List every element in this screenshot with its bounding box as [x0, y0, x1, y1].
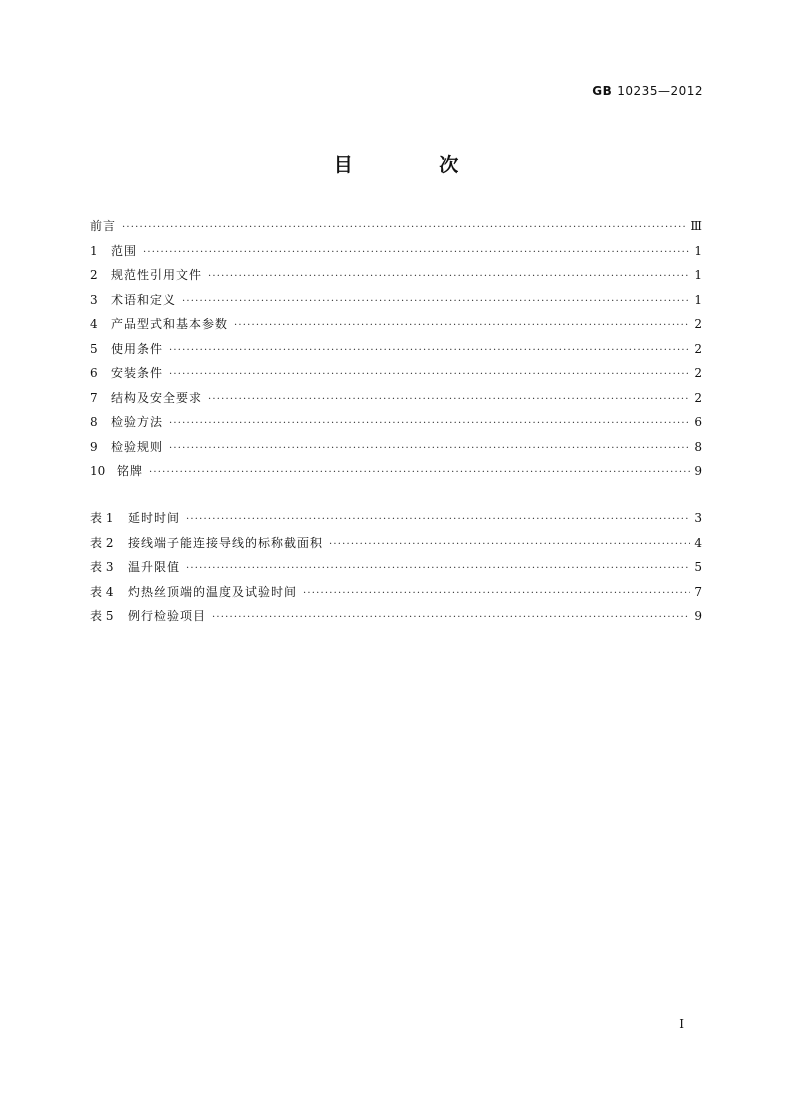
dot-leader	[182, 294, 690, 310]
toc-entry-page: 2	[694, 341, 702, 356]
toc-entry-number: 1	[90, 243, 98, 258]
toc-entry-number: 4	[90, 317, 98, 331]
toc-entry-terms[interactable]	[90, 292, 702, 317]
dot-leader	[303, 586, 690, 602]
dot-leader	[169, 416, 690, 432]
dot-leader	[169, 343, 690, 359]
table-entry-page: 7	[694, 584, 702, 599]
toc-entry-page: 1	[694, 243, 702, 258]
toc-entry-title: 规范性引用文件	[111, 268, 203, 282]
dot-leader	[212, 610, 690, 626]
toc-entry-page: 9	[694, 464, 702, 478]
table-entry-page: 9	[694, 609, 702, 623]
table-entry-2[interactable]	[90, 535, 702, 560]
dot-leader	[186, 512, 690, 528]
toc-entry-title: 检验规则	[111, 439, 164, 454]
toc-entry-inspection-rules[interactable]	[90, 439, 702, 464]
dot-leader	[329, 537, 690, 553]
toc-entry-normative-references[interactable]	[90, 267, 702, 292]
toc-entry-nameplate[interactable]	[90, 463, 702, 488]
dot-leader	[169, 367, 690, 383]
page-number: I	[679, 1017, 684, 1031]
table-entry-number: 表 1	[90, 511, 114, 525]
table-entry-title: 接线端子能连接导线的标称截面积	[128, 535, 324, 550]
table-entry-number: 表 5	[90, 609, 114, 623]
dot-leader	[122, 220, 686, 236]
table-entry-title: 温升限值	[128, 560, 181, 574]
toc-entry-title: 术语和定义	[111, 292, 177, 307]
toc-entry-number: 9	[90, 439, 98, 454]
toc-entry-title: 产品型式和基本参数	[111, 317, 229, 331]
toc-entry-number: 7	[90, 390, 98, 405]
toc-entry-page: 1	[694, 292, 702, 307]
table-entry-page: 4	[694, 535, 702, 550]
table-entry-number: 表 4	[90, 584, 114, 599]
toc-entry-scope[interactable]	[90, 243, 702, 268]
toc-entry-structure-safety[interactable]	[90, 390, 702, 415]
toc-entry-installation[interactable]	[90, 365, 702, 390]
standard-number: 10235—2012	[617, 84, 703, 98]
table-entry-title: 灼热丝顶端的温度及试验时间	[128, 584, 298, 599]
dot-leader	[186, 561, 690, 577]
toc-entry-foreword[interactable]	[90, 218, 702, 243]
table-entry-number: 表 2	[90, 535, 114, 550]
dot-leader	[149, 465, 690, 481]
contents-list	[90, 218, 702, 488]
page-title: 目 次	[333, 154, 499, 176]
dot-leader	[169, 441, 690, 457]
table-entry-page: 5	[694, 560, 702, 574]
toc-entry-number: 2	[90, 268, 98, 282]
toc-entry-page: 1	[694, 268, 702, 282]
standard-prefix: GB	[592, 84, 613, 98]
toc-entry-title: 结构及安全要求	[111, 390, 203, 405]
table-entry-number: 表 3	[90, 560, 114, 574]
table-entry-title: 例行检验项目	[128, 609, 207, 623]
toc-entry-use-conditions[interactable]	[90, 341, 702, 366]
toc-entry-number: 3	[90, 292, 98, 307]
dot-leader	[234, 318, 690, 334]
toc-entry-title: 前言	[90, 219, 117, 233]
toc-entry-page: 2	[694, 366, 702, 380]
toc-entry-number: 6	[90, 366, 98, 380]
table-entry-title: 延时时间	[128, 511, 181, 525]
table-entry-5[interactable]	[90, 608, 702, 633]
toc-entry-page: 8	[694, 439, 702, 454]
toc-entry-title: 检验方法	[111, 415, 164, 429]
dot-leader	[208, 392, 690, 408]
toc-entry-title: 使用条件	[111, 341, 164, 356]
toc-entry-title: 铭牌	[117, 464, 144, 478]
toc-entry-page: Ⅲ	[690, 219, 702, 233]
toc-entry-number: 5	[90, 341, 98, 356]
toc-entry-number: 10	[90, 464, 106, 478]
tables-list	[90, 510, 702, 633]
toc-entry-page: 2	[694, 390, 702, 405]
toc-entry-page: 6	[694, 415, 702, 429]
dot-leader	[208, 269, 690, 285]
toc-entry-test-methods[interactable]	[90, 414, 702, 439]
table-entry-page: 3	[694, 511, 702, 525]
toc-entry-number: 8	[90, 415, 98, 429]
toc-entry-title: 范围	[111, 243, 138, 258]
toc-entry-product-types[interactable]	[90, 316, 702, 341]
table-entry-1[interactable]	[90, 510, 702, 535]
toc-entry-page: 2	[694, 317, 702, 331]
dot-leader	[143, 245, 690, 261]
table-entry-4[interactable]	[90, 584, 702, 609]
standard-code	[592, 84, 703, 98]
table-entry-3[interactable]	[90, 559, 702, 584]
toc-entry-title: 安装条件	[111, 366, 164, 380]
